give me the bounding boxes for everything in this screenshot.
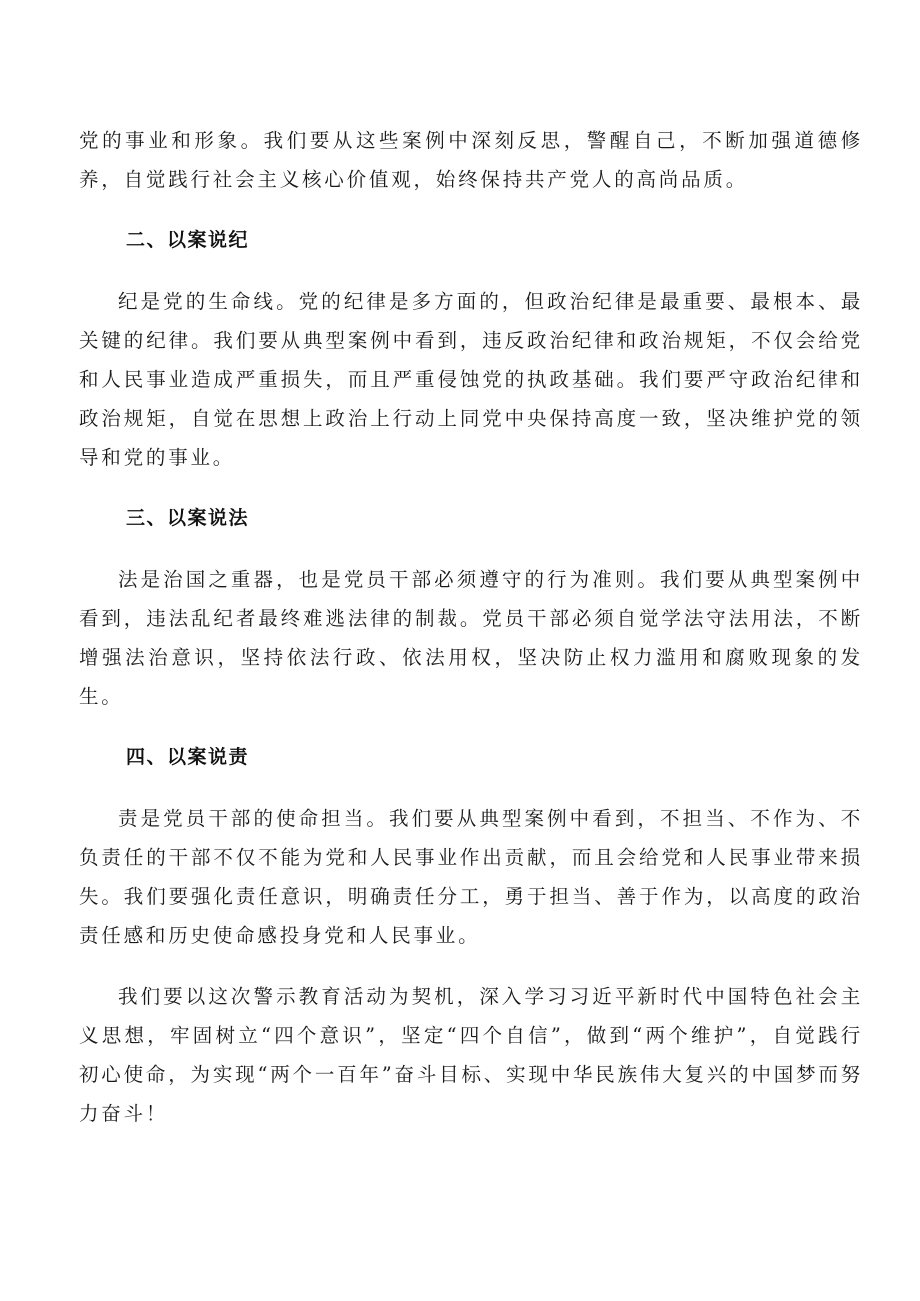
document-body <box>79 121 863 1133</box>
closing-paragraph: 我们要以这次警示教育活动为契机，深入学习习近平新时代中国特色社会主义思想，牢固树立“四个意识”，坚定“四个自信”，做到“两个维护”，自觉践行初心使命，为实现“两个一百年”奋斗目标、实现中华民族伟大复兴的中国梦而努力奋斗！ <box>79 985 863 1125</box>
section-body-law: 法是治国之重器，也是党员干部必须遵守的行为准则。我们要从典型案例中看到，违法乱纪者最终难逃法律的制裁。党员干部必须自觉学法守法用法，不断增强法治意识，坚持依法行政、依法用权，坚决防止权力滥用和腐败现象的发生。 <box>79 568 863 708</box>
intro-paragraph: 党的事业和形象。我们要从这些案例中深刻反思，警醒自己，不断加强道德修养，自觉践行社会主义核心价值观，始终保持共产党人的高尚品质。 <box>79 129 863 191</box>
section-heading-law: 三、以案说法 <box>126 507 250 529</box>
paragraph-gap <box>79 955 863 977</box>
section-body-discipline: 纪是党的生命线。党的纪律是多方面的，但政治纪律是最重要、最根本、最关键的纪律。我们要从典型案例中看到，违反政治纪律和政治规矩，不仅会给党和人民事业造成严重损失，而且严重侵蚀党的执政基础。我们要严守政治纪律和政治规矩，自觉在思想上政治上行动上同党中央保持高度一致，坚决维护党的领导和党的事业。 <box>79 290 863 469</box>
section-heading-responsibility: 四、以案说责 <box>126 746 250 768</box>
section-body-responsibility: 责是党员干部的使命担当。我们要从典型案例中看到，不担当、不作为、不负责任的干部不仅不能为党和人民事业作出贡献，而且会给党和人民事业带来损失。我们要强化责任意识，明确责任分工，勇于担当、善于作为，以高度的政治责任感和历史使命感投身党和人民事业。 <box>79 807 863 947</box>
section-heading-discipline: 二、以案说纪 <box>126 229 250 251</box>
